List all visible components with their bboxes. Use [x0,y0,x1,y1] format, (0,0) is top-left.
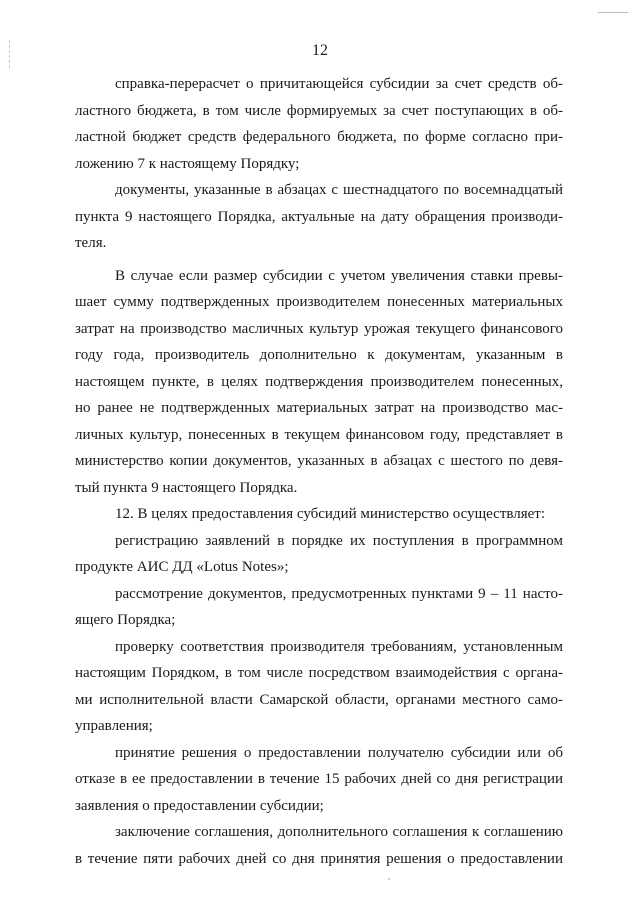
page-number: 12 [312,42,328,59]
text-line: затрат на производство масличных культур урожая текущего финансового [75,320,563,337]
text-line: личных культур, понесенных в текущем финансовом году, представляет в [75,426,563,443]
text-line: настоящем пункте, в целях подтверждения производителем понесенных, [75,373,563,390]
text-line: рассмотрение документов, предусмотренных пунктами 9 – 11 насто- [115,585,563,602]
text-line: продукте АИС ДД «Lotus Notes»; [75,559,289,575]
text-line: году года, производитель дополнительно к документам, указанным в [75,347,563,363]
text-line: пункта 9 настоящего Порядка, актуальные на дату обращения производи- [75,208,563,225]
text-line: в течение пяти рабочих дней со дня принятия решения о предоставлении [75,850,563,867]
text-line: министерство копии документов, указанных в абзацах с шестого по девя- [75,453,563,469]
text-line: настоящим Порядком, в том числе посредством взаимодействия с органа- [75,665,563,681]
text-line: документы, указанные в абзацах с шестнадцатого по восемнадцатый [115,182,563,198]
text-line: шает сумму подтвержденных производителем понесенных материальных [75,294,563,310]
document-body [75,71,563,872]
scan-corner-mark [598,12,628,13]
text-line: В случае если размер субсидии с учетом увеличения ставки превы- [115,267,563,284]
text-line: отказе в ее предоставлении в течение 15 рабочих дней со дня регистрации [75,771,563,787]
text-line: управления; [75,718,153,734]
text-line: принятие решения о предоставлении получателю субсидии или об [115,744,563,761]
text-line: ложению 7 к настоящему Порядку; [75,155,300,172]
text-line: заключение соглашения, дополнительного соглашения к соглашению [115,824,563,840]
text-line: тый пункта 9 настоящего Порядка. [75,479,298,496]
text-line: но ранее не подтвержденных материальных затрат на производство мас- [75,400,563,416]
text-line: регистрацию заявлений в порядке их поступления в программном [115,532,563,549]
text-line: ящего Порядка; [75,612,176,628]
scan-dot [388,878,390,880]
text-line: проверку соответствия производителя требованиям, установленным [115,638,563,655]
text-line: ластного бюджета, в том числе формируемых за счет поступающих в об- [75,102,563,119]
text-line: заявления о предоставлении субсидии; [75,797,324,814]
text-line: теля. [75,235,107,251]
section-heading-line: 12. В целях предоставления субсидий министерство осуществляет: [115,506,546,522]
text-line: ми исполнительной власти Самарской области, органами местного само- [75,691,563,708]
text-line: ластной бюджет средств федерального бюджета, по форме согласно при- [75,129,563,145]
text-line: справка-перерасчет о причитающейся субсидии за счет средств об- [115,76,563,92]
